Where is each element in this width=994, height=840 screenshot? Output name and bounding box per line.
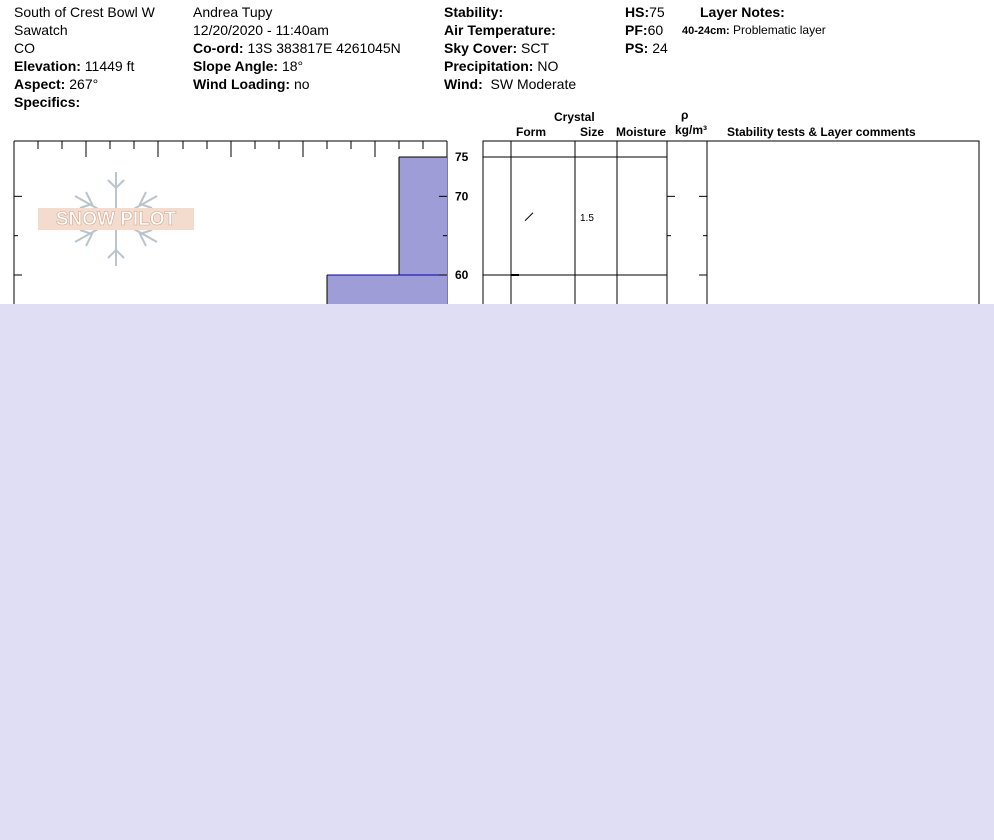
specifics: Specifics: [14,94,81,110]
layer-note-entry: 40-24cm: Problematic layer [682,23,826,37]
layer-notes-title: Layer Notes: [700,4,785,20]
depth-tick-label-75: 75 [455,150,469,164]
logo-text: SNOW PILOT [55,209,177,230]
crystal-size-value: 1.5 [580,212,594,224]
aspect: Aspect: 267° [14,76,99,92]
crystal-header: Crystal [554,110,595,124]
ps: PS: 24 [625,40,668,56]
form-header: Form [516,125,546,139]
observation-datetime: 12/20/2020 - 11:40am [193,22,329,38]
pf: PF:60 [625,22,664,38]
mountain-range: Sawatch [14,22,68,38]
air-temperature: Air Temperature: [444,22,556,38]
coordinates: Co-ord: 13S 383817E 4261045N [193,40,401,56]
stability: Stability: [444,4,504,20]
slope-angle: Slope Angle: 18° [193,58,304,74]
stability-tests-header: Stability tests & Layer comments [727,125,916,139]
size-header: Size [580,125,605,139]
page-overlay [0,304,994,840]
wind: Wind: SW Moderate [444,76,577,92]
depth-tick-label-60: 60 [455,268,469,282]
density-unit-header: kg/m³ [675,123,708,137]
observer-name: Andrea Tupy [193,4,273,20]
crystal-form-symbol [525,213,533,221]
hs: HS:75 [625,4,665,20]
rho-header: ρ [681,108,689,122]
location-name: South of Crest Bowl W [14,4,155,20]
precipitation: Precipitation: NO [444,58,559,74]
elevation: Elevation: 11449 ft [14,58,135,74]
wind-loading: Wind Loading: no [193,76,310,92]
state: CO [14,40,35,56]
moisture-header: Moisture [616,125,667,139]
depth-tick-label-70: 70 [455,189,469,204]
hardness-bar-1 [399,157,447,275]
sky-cover: Sky Cover: SCT [444,40,550,56]
